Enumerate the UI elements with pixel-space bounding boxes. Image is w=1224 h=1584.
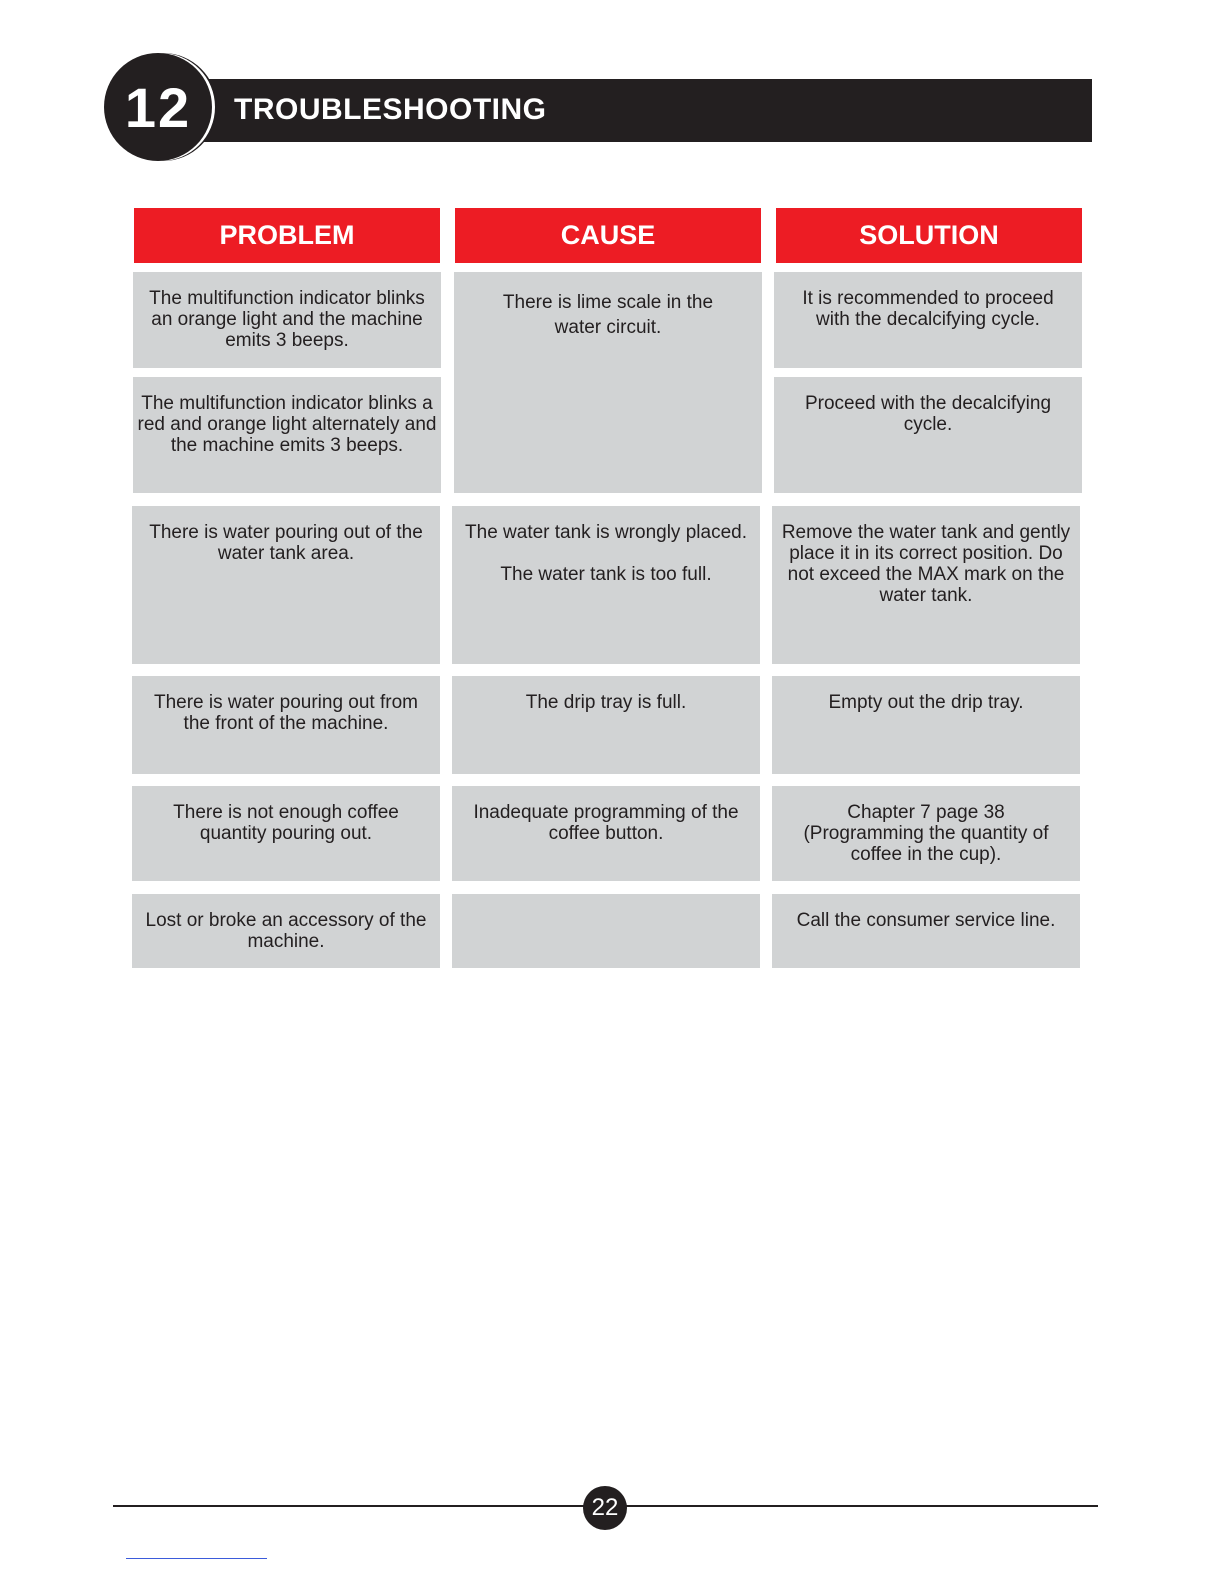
row5-cause-cell [452,786,760,881]
row6-solution-cell [772,894,1080,968]
row6-problem-cell [132,894,440,968]
row3-cause-a-text: The water tank is wrongly placed. [465,522,747,543]
chapter-number: 12 [124,75,192,139]
row5-problem-cell [132,786,440,881]
row1-problem-cell [133,272,441,368]
row4-cause-cell [452,676,760,774]
row4-problem-cell [132,676,440,774]
row2-problem-cell [133,377,441,493]
row4-problem-text: There is water pouring out from the front of the machine. [153,692,418,734]
column-header-problem: PROBLEM [134,208,440,263]
footer-link-underline [126,1558,267,1559]
row6-cause-cell [452,894,760,968]
row1-solution-cell [774,272,1082,368]
page-number [583,1486,627,1530]
row3-solution-cell [772,506,1080,664]
row12-cause-text: There is lime scale in the water circuit. [502,292,714,338]
row2-problem-text: The multifunction indicator blinks a red and orange light alternately and the machine emits 3 beeps. [137,393,437,456]
chapter-badge [104,53,212,161]
page-title: TROUBLESHOOTING [234,93,547,126]
row4-cause-text: The drip tray is full. [525,692,687,713]
row3-problem-text: There is water pouring out of the water tank area. [149,522,423,564]
row4-solution-text: Empty out the drip tray. [828,692,1024,713]
row5-problem-text: There is not enough coffee quantity pouring out. [173,802,399,844]
row5-solution-cell [772,786,1080,881]
column-header-solution: SOLUTION [776,208,1082,263]
row1-problem-text: The multifunction indicator blinks an orange light and the machine emits 3 beeps. [149,288,425,351]
row5-cause-text: Inadequate programming of the coffee button. [473,802,739,844]
row6-solution-text: Call the consumer service line. [796,910,1056,931]
page-number-text: 22 [591,1494,619,1521]
column-header-cause: CAUSE [455,208,761,263]
row3-solution-text: Remove the water tank and gently place it in its correct position. Do not exceed the MAX mark on the water tank. [781,522,1071,606]
row6-problem-text: Lost or broke an accessory of the machine. [145,910,427,952]
row12-cause-cell [454,272,762,493]
row5-solution-text: Chapter 7 page 38 (Programming the quantity of coffee in the cup). [803,802,1049,865]
row3-cause-b-text: The water tank is too full. [500,564,712,585]
row3-problem-cell [132,506,440,664]
row1-solution-text: It is recommended to proceed with the decalcifying cycle. [802,288,1054,330]
row3-cause-cell [452,506,760,664]
row2-solution-text: Proceed with the decalcifying cycle. [804,393,1052,435]
row4-solution-cell [772,676,1080,774]
row2-solution-cell [774,377,1082,493]
